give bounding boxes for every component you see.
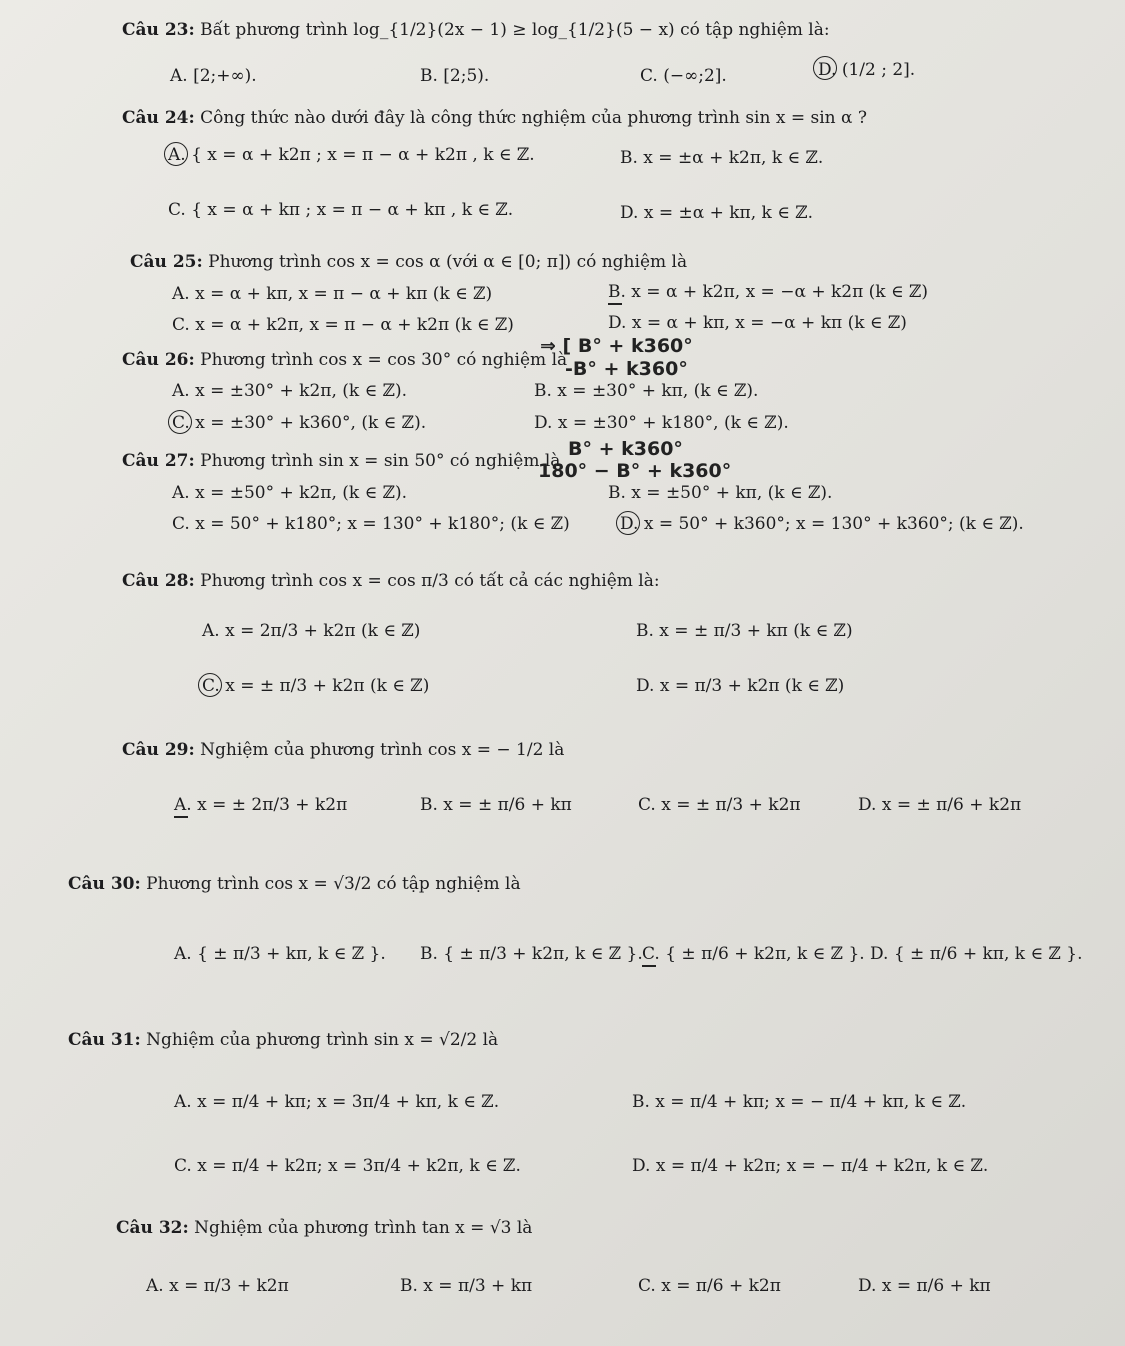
handwritten-note: ⇒ [ B° + k360°: [540, 335, 693, 357]
option-d[interactable]: D. x = 50° + k360°; x = 130° + k360°; (k ∈ ℤ).: [620, 514, 1024, 534]
question-25: [130, 252, 687, 272]
option-b[interactable]: B. x = ±α + k2π, k ∈ ℤ.: [620, 148, 824, 168]
option-d[interactable]: D. { ± π/6 + kπ, k ∈ ℤ }.: [870, 944, 1083, 964]
option-a[interactable]: A. x = π/4 + kπ; x = 3π/4 + kπ, k ∈ ℤ.: [174, 1092, 500, 1112]
answer-underline-mark: [608, 303, 622, 305]
option-b[interactable]: B. [2;5).: [420, 66, 490, 86]
answer-underline-mark: [642, 965, 656, 967]
option-c[interactable]: C. x = ± π/3 + k2π: [638, 795, 801, 815]
question-title: Câu 30:: [68, 874, 141, 894]
question-30: [68, 874, 521, 894]
question-24: [122, 108, 867, 128]
option-b[interactable]: B. x = ± π/6 + kπ: [420, 795, 572, 815]
question-23: [122, 20, 830, 40]
option-d[interactable]: D. x = π/3 + k2π (k ∈ ℤ): [636, 676, 845, 696]
question-title: Câu 29:: [122, 740, 195, 760]
question-29: [122, 740, 564, 760]
question-text: Phương trình cos x = cos 30° có nghiệm là: [200, 350, 568, 370]
option-a[interactable]: A. x = α + kπ, x = π − α + kπ (k ∈ ℤ): [172, 284, 493, 304]
option-d[interactable]: D. x = ±30° + k180°, (k ∈ ℤ).: [534, 413, 789, 433]
question-text: Nghiệm của phương trình sin x = √2/2 là: [146, 1030, 499, 1050]
question-text: Phương trình sin x = sin 50° có nghiệm là: [200, 451, 561, 471]
option-a[interactable]: A. [2;+∞).: [170, 66, 257, 86]
option-b[interactable]: B. x = π/4 + kπ; x = − π/4 + kπ, k ∈ ℤ.: [632, 1092, 967, 1112]
question-title: Câu 27:: [122, 451, 195, 471]
option-c[interactable]: C. x = 50° + k180°; x = 130° + k180°; (k ∈ ℤ): [172, 514, 570, 534]
answer-circle-mark: [616, 511, 640, 535]
question-title: Câu 26:: [122, 350, 195, 370]
option-b[interactable]: B. x = ±30° + kπ, (k ∈ ℤ).: [534, 381, 759, 401]
handwritten-note: -B° + k360°: [565, 358, 688, 380]
option-a[interactable]: A. x = π/3 + k2π: [146, 1276, 289, 1296]
option-a[interactable]: A. x = 2π/3 + k2π (k ∈ ℤ): [202, 621, 421, 641]
question-text: Bất phương trình log_{1/2}(2x − 1) ≥ log_{1/2}(5 − x) có tập nghiệm là:: [200, 20, 830, 40]
answer-underline-mark: [174, 816, 188, 818]
option-c[interactable]: C. x = π/4 + k2π; x = 3π/4 + k2π, k ∈ ℤ.: [174, 1156, 521, 1176]
answer-circle-mark: [813, 56, 837, 80]
option-d[interactable]: D. x = α + kπ, x = −α + kπ (k ∈ ℤ): [608, 313, 907, 333]
option-a[interactable]: A. { ± π/3 + kπ, k ∈ ℤ }.: [174, 944, 386, 964]
question-title: Câu 24:: [122, 108, 195, 128]
answer-circle-mark: [168, 410, 192, 434]
answer-circle-mark: [164, 142, 188, 166]
option-b[interactable]: B. x = π/3 + kπ: [400, 1276, 533, 1296]
option-b[interactable]: B. x = α + k2π, x = −α + k2π (k ∈ ℤ): [608, 282, 929, 302]
question-27: [122, 451, 560, 471]
question-title: Câu 25:: [130, 252, 203, 272]
option-a[interactable]: A. { x = α + k2π ; x = π − α + k2π , k ∈ ℤ.: [168, 145, 535, 165]
handwritten-note: 180° − B° + k360°: [538, 460, 732, 482]
option-c[interactable]: C. x = α + k2π, x = π − α + k2π (k ∈ ℤ): [172, 315, 514, 335]
option-d[interactable]: D. x = π/4 + k2π; x = − π/4 + k2π, k ∈ ℤ.: [632, 1156, 989, 1176]
question-28: [122, 571, 660, 591]
option-a[interactable]: A. x = ±50° + k2π, (k ∈ ℤ).: [172, 483, 408, 503]
answer-circle-mark: [198, 673, 222, 697]
question-text: Phương trình cos x = cos π/3 có tất cả các nghiệm là:: [200, 571, 660, 591]
option-d[interactable]: D. x = π/6 + kπ: [858, 1276, 991, 1296]
question-text: Nghiệm của phương trình tan x = √3 là: [194, 1218, 533, 1238]
option-c[interactable]: C. x = ± π/3 + k2π (k ∈ ℤ): [202, 676, 430, 696]
question-text: Phương trình cos x = √3/2 có tập nghiệm là: [146, 874, 521, 894]
option-c[interactable]: C. x = π/6 + k2π: [638, 1276, 781, 1296]
option-a[interactable]: A. x = ±30° + k2π, (k ∈ ℤ).: [172, 381, 408, 401]
question-title: Câu 31:: [68, 1030, 141, 1050]
question-title: Câu 28:: [122, 571, 195, 591]
option-d[interactable]: D. x = ±α + kπ, k ∈ ℤ.: [620, 203, 814, 223]
option-d[interactable]: D. (1/2 ; 2].: [818, 60, 916, 80]
option-c[interactable]: C. x = ±30° + k360°, (k ∈ ℤ).: [172, 413, 427, 433]
question-title: Câu 32:: [116, 1218, 189, 1238]
option-b[interactable]: B. x = ± π/3 + kπ (k ∈ ℤ): [636, 621, 853, 641]
option-d[interactable]: D. x = ± π/6 + k2π: [858, 795, 1022, 815]
option-a[interactable]: A. x = ± 2π/3 + k2π: [174, 795, 348, 815]
option-c[interactable]: C. { ± π/6 + k2π, k ∈ ℤ }.: [642, 944, 865, 964]
question-31: [68, 1030, 498, 1050]
option-b[interactable]: B. { ± π/3 + k2π, k ∈ ℤ }.: [420, 944, 643, 964]
question-text: Phương trình cos x = cos α (với α ∈ [0; π]) có nghiệm là: [208, 252, 688, 272]
handwritten-note: B° + k360°: [568, 438, 683, 460]
option-c[interactable]: C. { x = α + kπ ; x = π − α + kπ , k ∈ ℤ.: [168, 200, 514, 220]
question-title: Câu 23:: [122, 20, 195, 40]
question-32: [116, 1218, 532, 1238]
option-b[interactable]: B. x = ±50° + kπ, (k ∈ ℤ).: [608, 483, 833, 503]
option-c[interactable]: C. (−∞;2].: [640, 66, 727, 86]
question-text: Nghiệm của phương trình cos x = − 1/2 là: [200, 740, 565, 760]
question-26: [122, 350, 567, 370]
question-text: Công thức nào dưới đây là công thức nghiệm của phương trình sin x = sin α ?: [200, 108, 867, 128]
